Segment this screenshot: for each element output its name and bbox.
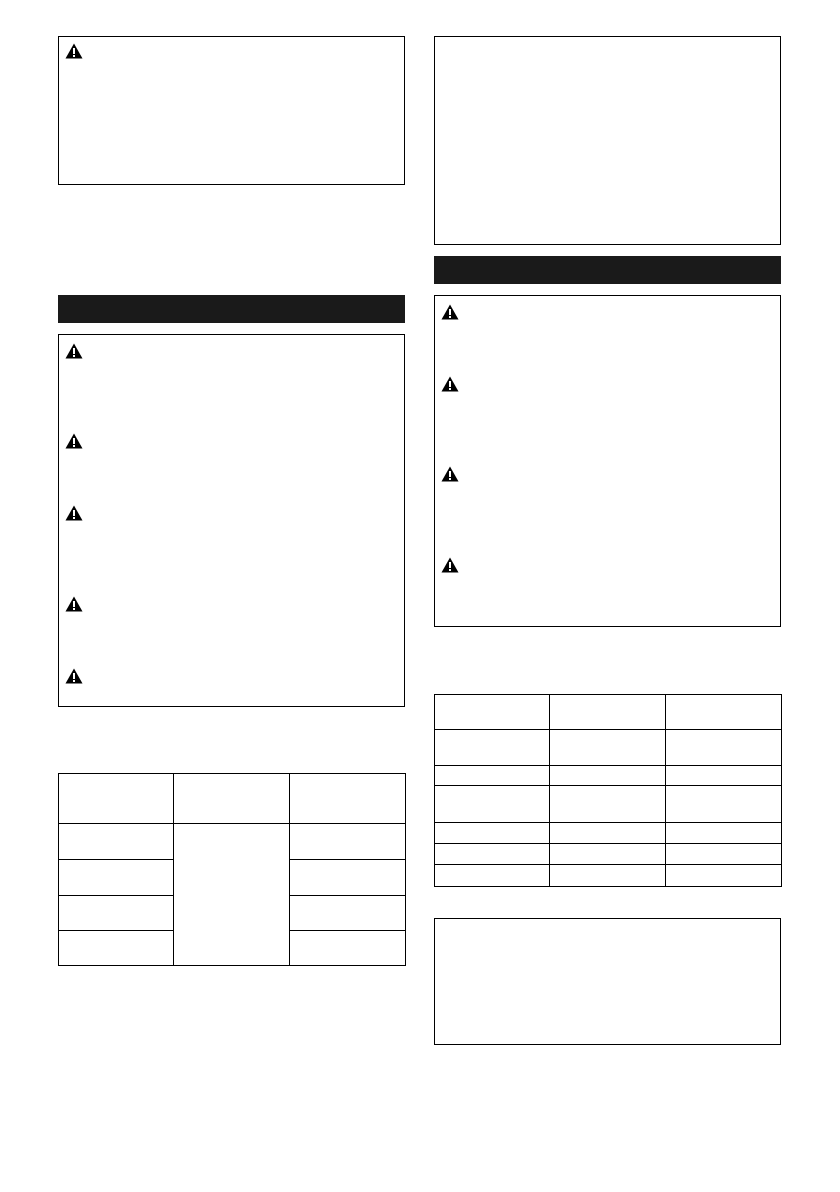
warning-triangle-icon <box>65 505 83 521</box>
table-header-cell <box>290 774 406 824</box>
table-cell <box>59 931 174 966</box>
table-cell <box>550 786 666 823</box>
table-cell <box>435 865 550 887</box>
table-cell <box>666 730 782 766</box>
table-row <box>435 730 782 766</box>
table-cell <box>59 896 174 931</box>
table-row <box>435 844 782 865</box>
specification-table-left <box>58 773 406 966</box>
section-header-bar-left <box>58 295 405 323</box>
table-cell <box>435 786 550 823</box>
table-cell <box>666 865 782 887</box>
table-header-row <box>59 774 406 824</box>
table-row <box>435 823 782 844</box>
warning-triangle-icon <box>441 466 459 482</box>
warning-triangle-icon <box>441 304 459 320</box>
warning-box-top-left <box>58 36 405 185</box>
table-cell <box>290 931 406 966</box>
table-cell <box>435 766 550 786</box>
table-row <box>435 766 782 786</box>
table-cell <box>435 730 550 766</box>
table-cell <box>666 766 782 786</box>
table-cell <box>666 844 782 865</box>
table-cell <box>435 844 550 865</box>
warning-triangle-icon <box>441 557 459 573</box>
table-header-cell <box>59 774 174 824</box>
table-header-cell <box>435 695 550 730</box>
section-header-bar-right <box>434 256 781 284</box>
table-cell <box>666 786 782 823</box>
table-cell <box>290 860 406 896</box>
table-cell <box>435 823 550 844</box>
table-cell <box>290 824 406 860</box>
table-row <box>435 865 782 887</box>
specification-table-right <box>434 694 782 887</box>
safety-warnings-box-right <box>434 295 781 627</box>
table-cell-merged <box>174 824 290 966</box>
table-cell <box>290 896 406 931</box>
warning-triangle-icon <box>65 343 83 359</box>
table-header-cell <box>550 695 666 730</box>
table-row <box>59 824 406 860</box>
table-cell <box>550 865 666 887</box>
table-header-cell <box>174 774 290 824</box>
table-row <box>435 786 782 823</box>
table-cell <box>59 824 174 860</box>
table-cell <box>666 823 782 844</box>
warning-triangle-icon <box>65 596 83 612</box>
table-cell <box>550 844 666 865</box>
note-box-top-right <box>434 36 781 245</box>
warning-triangle-icon <box>65 43 83 59</box>
table-cell <box>550 766 666 786</box>
table-header-cell <box>666 695 782 730</box>
warning-triangle-icon <box>65 433 83 449</box>
note-box-bottom-right <box>434 918 781 1045</box>
safety-warnings-box-left <box>58 334 405 707</box>
table-header-row <box>435 695 782 730</box>
table-cell <box>59 860 174 896</box>
warning-triangle-icon <box>441 376 459 392</box>
table-cell <box>550 730 666 766</box>
table-cell <box>550 823 666 844</box>
warning-triangle-icon <box>65 668 83 684</box>
